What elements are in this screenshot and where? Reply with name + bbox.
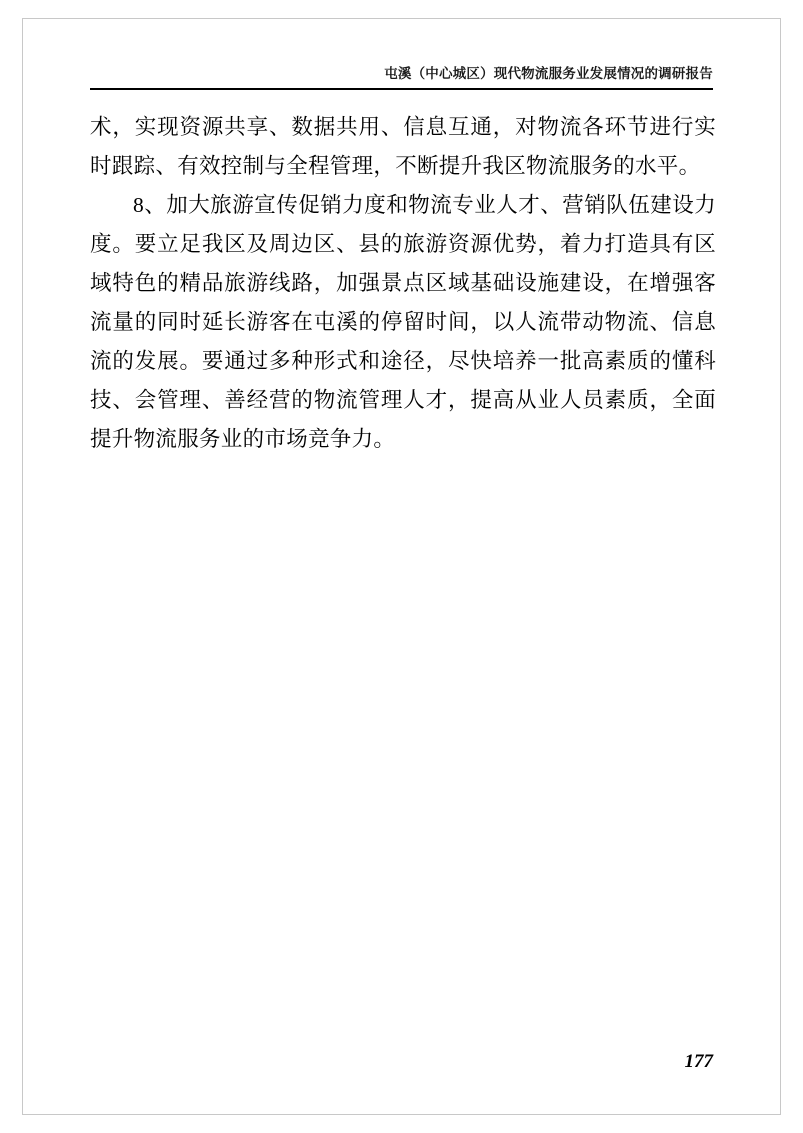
header-divider (90, 88, 713, 90)
paragraph-item-8: 8、加大旅游宣传促销力度和物流专业人才、营销队伍建设力度。要立足我区及周边区、县的旅游资源优势，着力打造具有区域特色的精品旅游线路，加强景点区域基础设施建设，在增强客流量的同时延长游客在屯溪的停留时间，以人流带动物流、信息流的发展。要通过多种形式和途径，尽快培养一批高素质的懂科技、会管理、善经营的物流管理人才，提高从业人员素质，全面提升物流服务业的市场竞争力。 (90, 193, 716, 451)
paragraph-continued: 术，实现资源共享、数据共用、信息互通，对物流各环节进行实时跟踪、有效控制与全程管理，不断提升我区物流服务的水平。 (90, 115, 716, 178)
document-body (90, 108, 716, 459)
page-number: 177 (684, 1051, 713, 1072)
page-header-title: 屯溪（中心城区）现代物流服务业发展情况的调研报告 (384, 66, 713, 82)
